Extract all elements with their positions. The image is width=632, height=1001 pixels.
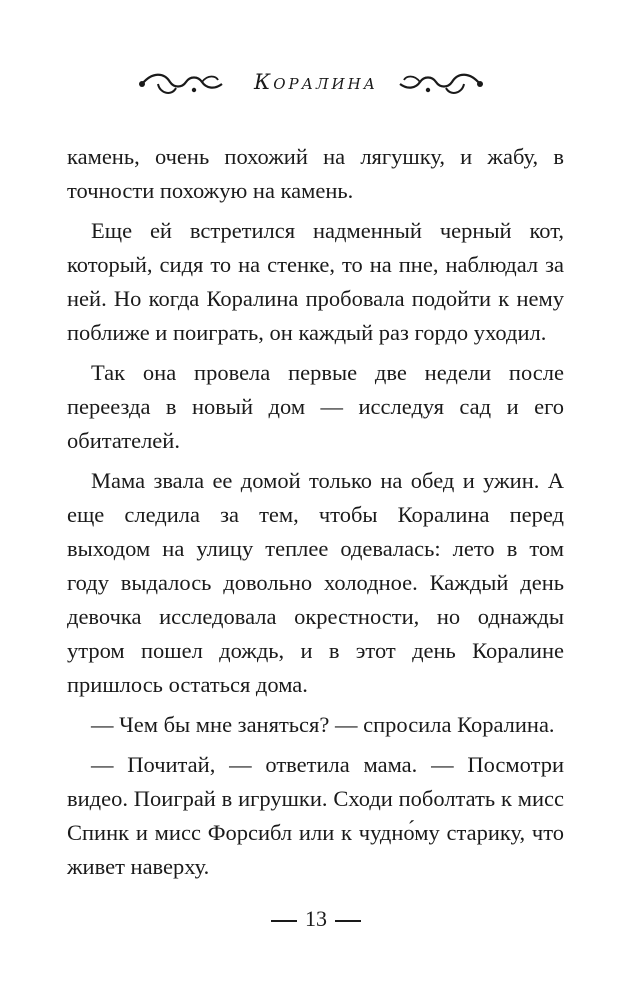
running-header <box>0 62 632 106</box>
paragraph-3: Так она провела первые две недели после переезда в новый дом — исследуя сад и его обитателей. <box>67 360 564 453</box>
right-flourish-ornament-icon <box>398 66 484 102</box>
page-number: 13 <box>305 906 327 931</box>
right-dash <box>335 920 361 922</box>
paragraph-6: — Почитай, — ответила мама. — Посмотри видео. Поиграй в игрушки. Сходи поболтать к мисс Спинк и мисс Форсибл или к чудно́му старику, что живет наверху. <box>67 752 564 879</box>
paragraph-1: камень, очень похожий на лягушку, и жабу, в точности похожую на камень. <box>67 144 564 203</box>
left-dash <box>271 920 297 922</box>
paragraph-4: Мама звала ее домой только на обед и ужин. А еще следила за тем, чтобы Коралина перед выходом на улицу теплее одевалась: лето в том году выдалось довольно холодное. Каждый день девочка исследовала окрестности, но однажды утром пошел дождь, и в этот день Коралине пришлось остаться дома. <box>67 468 564 697</box>
paragraph-2: Еще ей встретился надменный черный кот, который, сидя то на стенке, то на пне, наблюдал за ней. Но когда Коралина пробовала подойти к нему поближе и поиграть, он каждый раз гордо уходил. <box>67 218 564 345</box>
paragraph-5: — Чем бы мне заняться? — спросила Коралина. <box>91 712 555 737</box>
running-title: Коралина <box>253 70 379 94</box>
body-text <box>67 140 564 884</box>
page-footer <box>0 906 632 932</box>
